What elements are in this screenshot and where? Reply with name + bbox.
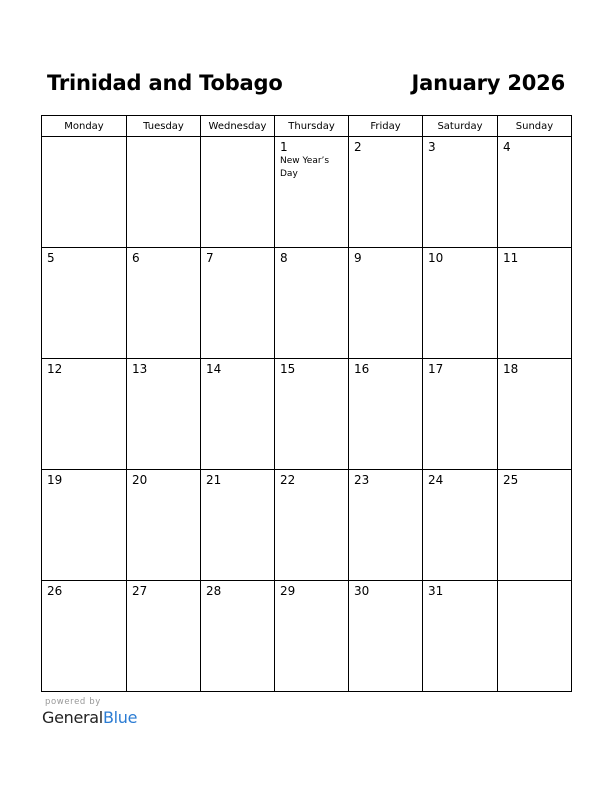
week-row xyxy=(42,470,572,581)
day-cell xyxy=(201,581,275,692)
day-number: 27 xyxy=(132,584,148,598)
day-number: 9 xyxy=(354,251,362,265)
day-number: 13 xyxy=(132,362,148,376)
day-number: 1 xyxy=(280,140,288,154)
day-number: 12 xyxy=(47,362,63,376)
day-number: 7 xyxy=(206,251,214,265)
day-cell xyxy=(423,248,498,359)
brand-general-text: General xyxy=(42,708,103,727)
day-cell xyxy=(127,359,201,470)
week-row xyxy=(42,581,572,692)
holiday-label: New Year’s Day xyxy=(280,156,330,179)
day-cell xyxy=(498,137,572,248)
day-number: 6 xyxy=(132,251,140,265)
day-cell xyxy=(127,470,201,581)
week-row xyxy=(42,137,572,248)
day-number: 11 xyxy=(503,251,519,265)
day-number: 5 xyxy=(47,251,55,265)
brand-blue-text: Blue xyxy=(102,708,138,727)
day-cell xyxy=(275,248,349,359)
day-cell xyxy=(201,248,275,359)
calendar-country-title: Trinidad and Tobago xyxy=(47,71,283,95)
day-number: 16 xyxy=(354,362,370,376)
day-cell xyxy=(201,137,275,248)
day-cell xyxy=(42,581,127,692)
day-number: 8 xyxy=(280,251,288,265)
day-cell xyxy=(423,581,498,692)
day-number: 4 xyxy=(503,140,511,154)
day-cell xyxy=(349,581,423,692)
day-cell xyxy=(201,470,275,581)
day-cell xyxy=(275,137,349,248)
day-cell xyxy=(423,359,498,470)
day-cell xyxy=(423,470,498,581)
day-cell xyxy=(42,137,127,248)
weekday-header: Tuesday xyxy=(127,116,201,137)
day-cell xyxy=(127,581,201,692)
day-cell xyxy=(349,470,423,581)
day-cell xyxy=(498,581,572,692)
day-cell xyxy=(349,248,423,359)
calendar-month-title: January 2026 xyxy=(411,71,565,95)
day-number: 14 xyxy=(206,362,222,376)
day-cell xyxy=(423,137,498,248)
weekday-header: Friday xyxy=(349,116,423,137)
day-number: 10 xyxy=(428,251,444,265)
day-cell xyxy=(275,470,349,581)
week-row xyxy=(42,359,572,470)
day-number: 17 xyxy=(428,362,444,376)
day-number: 30 xyxy=(354,584,370,598)
weekday-header: Sunday xyxy=(498,116,572,137)
weekday-header: Monday xyxy=(42,116,127,137)
day-cell xyxy=(498,248,572,359)
calendar-grid xyxy=(41,115,572,692)
day-number: 31 xyxy=(428,584,444,598)
week-row xyxy=(42,248,572,359)
weekday-header-row xyxy=(42,116,572,137)
day-number: 3 xyxy=(428,140,436,154)
weekday-header: Thursday xyxy=(275,116,349,137)
day-number: 29 xyxy=(280,584,296,598)
day-cell xyxy=(349,359,423,470)
day-cell xyxy=(127,137,201,248)
day-cell xyxy=(349,137,423,248)
day-number: 28 xyxy=(206,584,222,598)
day-number: 20 xyxy=(132,473,148,487)
day-number: 15 xyxy=(280,362,296,376)
day-cell xyxy=(42,248,127,359)
day-number: 24 xyxy=(428,473,444,487)
day-cell xyxy=(498,470,572,581)
day-cell xyxy=(127,248,201,359)
day-cell xyxy=(275,359,349,470)
day-number: 21 xyxy=(206,473,222,487)
day-number: 25 xyxy=(503,473,519,487)
weekday-header: Wednesday xyxy=(201,116,275,137)
day-number: 18 xyxy=(503,362,519,376)
day-number: 26 xyxy=(47,584,63,598)
day-number: 2 xyxy=(354,140,362,154)
day-number: 23 xyxy=(354,473,370,487)
generalblue-logo xyxy=(42,708,137,727)
weekday-header: Saturday xyxy=(423,116,498,137)
powered-by-label: powered by xyxy=(45,697,101,707)
day-number: 19 xyxy=(47,473,63,487)
day-cell xyxy=(201,359,275,470)
day-number: 22 xyxy=(280,473,296,487)
day-cell xyxy=(275,581,349,692)
day-cell xyxy=(42,359,127,470)
day-cell xyxy=(42,470,127,581)
day-cell xyxy=(498,359,572,470)
